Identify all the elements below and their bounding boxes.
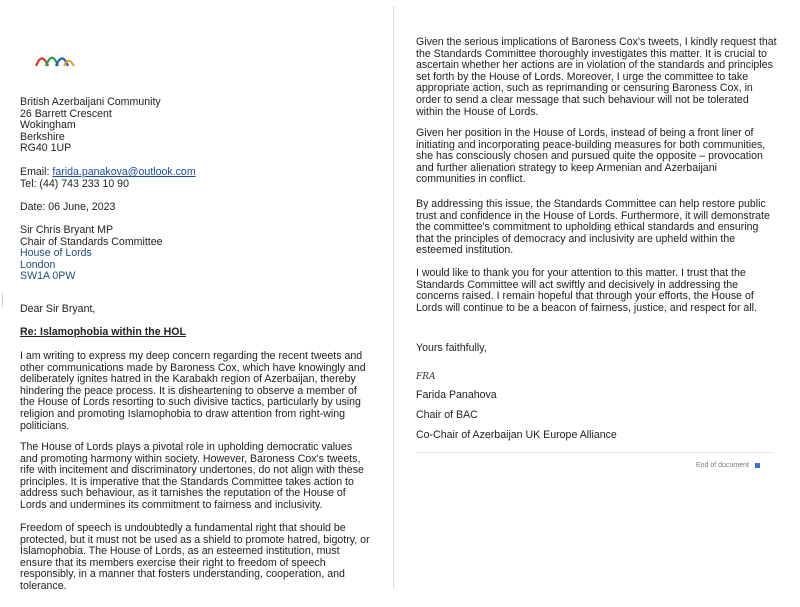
signer-title-text: Co-Chair of Azerbaijan UK Europe Alliance — [416, 429, 617, 441]
recipient-line: Chair of Standards Committee — [20, 235, 163, 248]
email-label: Email: — [20, 166, 53, 178]
signer-title-text: Chair of BAC — [416, 409, 478, 421]
recipient-line: House of Lords — [20, 247, 92, 260]
address-line: British Azerbaijani Community — [20, 96, 161, 108]
paragraph-text: I would like to thank you for your attention to this matter. I trust that the Standards Committee will act swiftly and decisively in addressing the concerns raised. I remain hopeful that through your efforts, the House of Lords will continue to be a beacon of fairness, justice, and respect for all. — [416, 267, 757, 314]
closing — [416, 343, 778, 355]
recipient-line: SW1A 0PW — [20, 270, 76, 283]
date-text: Date: 06 June, 2023 — [20, 201, 116, 213]
address-line: Berkshire — [20, 130, 65, 143]
signer-title — [416, 430, 778, 442]
letter-page-right — [396, 0, 800, 607]
body-paragraph — [416, 268, 778, 314]
body-paragraph — [416, 199, 778, 257]
address-line: Wokingham — [20, 119, 76, 132]
letter-page-left — [0, 0, 394, 607]
phone-number: Tel: (44) 743 233 10 90 — [20, 177, 129, 190]
salutation — [20, 304, 372, 316]
recipient-address — [20, 225, 372, 283]
page-edge-marker — [2, 293, 6, 307]
email-link[interactable]: farida.panakova@outlook.com — [52, 166, 196, 178]
letter-date — [20, 202, 372, 214]
paragraph-text: I am writing to express my deep concern regarding the recent tweets and other communications made by Baroness Cox, which have knowingly and deliberately ignites hatred in the Karabakh region of Azerbaijan, thereby hindering the peace process. It is disheartening to observe a member of the House of Lords resorting to such divisive tactics, particularly by using religion and promoting Islamophobia to draw attention from right-wing politicians. — [20, 350, 366, 432]
address-line: RG40 1UP — [20, 142, 72, 155]
body-paragraph — [20, 523, 372, 593]
salutation-text: Dear Sir Bryant, — [20, 303, 96, 315]
signer-name — [416, 390, 778, 402]
recipient-line: London — [20, 258, 56, 271]
end-square-icon — [755, 463, 760, 468]
paragraph-text: Given the serious implications of Baroness Cox's tweets, I kindly request that the Standards Committee thoroughly investigates this matter. It is crucial to ascertain whether her actions are in violation of the standards and principles set forth by the House of Lords. Moreover, I urge the committee to take appropriate action, such as reprimanding or censuring Baroness Cox, in order to send a clear message that such behaviour will not be tolerated within the House of Lords. — [416, 36, 777, 118]
paragraph-text: The House of Lords plays a pivotal role in upholding democratic values and promoting harmony within society. However, Baroness Cox's tweets, rife with incitement and discriminatory undertones, do not align with these principles. It is imperative that the Standards Committee takes action to address such behaviour, as it tarnishes the reputation of the House of Lords and undermines its commitment to fairness and inclusivity. — [20, 441, 364, 511]
body-paragraph — [416, 128, 778, 186]
paragraph-text: Given her position in the House of Lords, instead of being a front liner of initiating and incorporating peace-building measures for both communities, she has consciously chosen and pursued quite the opposite – provocation and further alienation strategy to keep Armenian and Azerbaijani communities in conflict. — [416, 127, 766, 186]
signer-name-text: Farida Panahova — [416, 389, 497, 401]
body-paragraph — [20, 442, 372, 512]
signer-title — [416, 410, 778, 422]
signature-mark: FRA — [416, 372, 436, 382]
address-line: 26 Barrett Crescent — [20, 107, 112, 120]
end-of-document-marker — [696, 462, 760, 469]
sender-contact — [20, 167, 372, 190]
recipient-line: Sir Chris Bryant MP — [20, 224, 114, 236]
page-divider — [393, 6, 394, 588]
body-paragraph — [416, 37, 778, 118]
subject-text: Re: Islamophobia within the HOL — [20, 326, 186, 338]
paragraph-text: By addressing this issue, the Standards Committee can help restore public trust and confidence in the House of Lords. Furthermore, it will demonstrate the committee's commitment to upholding ethical standards and ensuring that the principles of democracy and inclusivity are upheld within the esteemed institution. — [416, 198, 770, 257]
subject-line — [20, 327, 372, 339]
end-of-document-label: End of document — [696, 462, 749, 469]
closing-text: Yours faithfully, — [416, 342, 487, 354]
community-logo-icon — [34, 52, 76, 70]
paragraph-text: Freedom of speech is undoubtedly a fundamental right that should be protected, but it must not be used as a shield to promote hatred, bigotry, or Islamophobia. The House of Lords, as an esteemed institution, must ensure that its members exercise their right to freedom of speech responsibly, in a manner that fosters understanding, cooperation, and tolerance. — [20, 522, 370, 592]
body-paragraph — [20, 351, 372, 432]
sender-address — [20, 97, 372, 155]
end-rule — [416, 452, 774, 453]
signature — [416, 366, 778, 384]
